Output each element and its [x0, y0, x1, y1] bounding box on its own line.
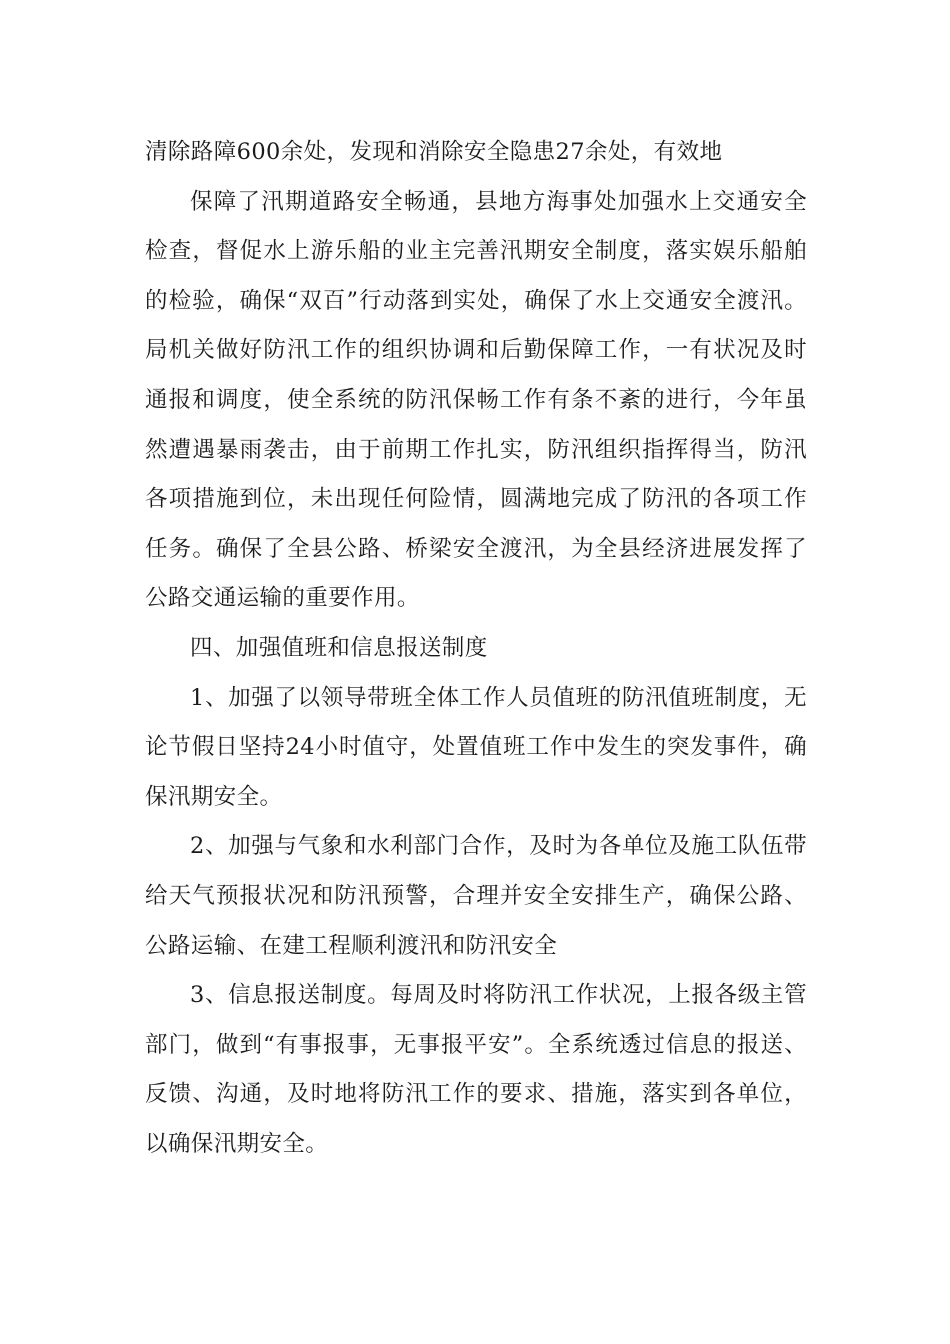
paragraph-flood-safety: 保障了汛期道路安全畅通，县地方海事处加强水上交通安全检查，督促水上游乐船的业主完善汛期安全制度，落实娱乐船舶的检验，确保“双百”行动落到实处，确保了水上交通安全渡汛。局机关做好防汛工作的组织协调和后勤保障工作，一有状况及时通报和调度，使全系统的防汛保畅工作有条不紊的进行，今年虽然遭遇暴雨袭击，由于前期工作扎实，防汛组织指挥得当，防汛各项措施到位，未出现任何险情，圆满地完成了防汛的各项工作任务。确保了全县公路、桥梁安全渡汛，为全县经济进展发挥了公路交通运输的重要作用。	[145, 188, 807, 612]
paragraph-item-2: 2、加强与气象和水利部门合作，及时为各单位及施工队伍带给天气预报状况和防汛预警，合理并安全安排生产，确保公路、公路运输、在建工程顺利渡汛和防汛安全	[145, 833, 807, 959]
paragraph-item-3: 3、信息报送制度。每周及时将防汛工作状况，上报各级主管部门，做到“有事报事，无事报平安”。全系统透过信息的报送、反馈、沟通，及时地将防汛工作的要求、措施，落实到各单位，以确保汛期安全。	[145, 982, 807, 1157]
paragraph-item-1: 1、加强了以领导带班全体工作人员值班的防汛值班制度，无论节假日坚持24小时值守，处置值班工作中发生的突发事件，确保汛期安全。	[145, 684, 807, 810]
paragraph-continuation: 清除路障600余处，发现和消除安全隐患27余处，有效地	[145, 139, 723, 165]
section-heading-duty-reporting: 四、加强值班和信息报送制度	[190, 634, 488, 661]
document-body	[145, 128, 807, 1169]
